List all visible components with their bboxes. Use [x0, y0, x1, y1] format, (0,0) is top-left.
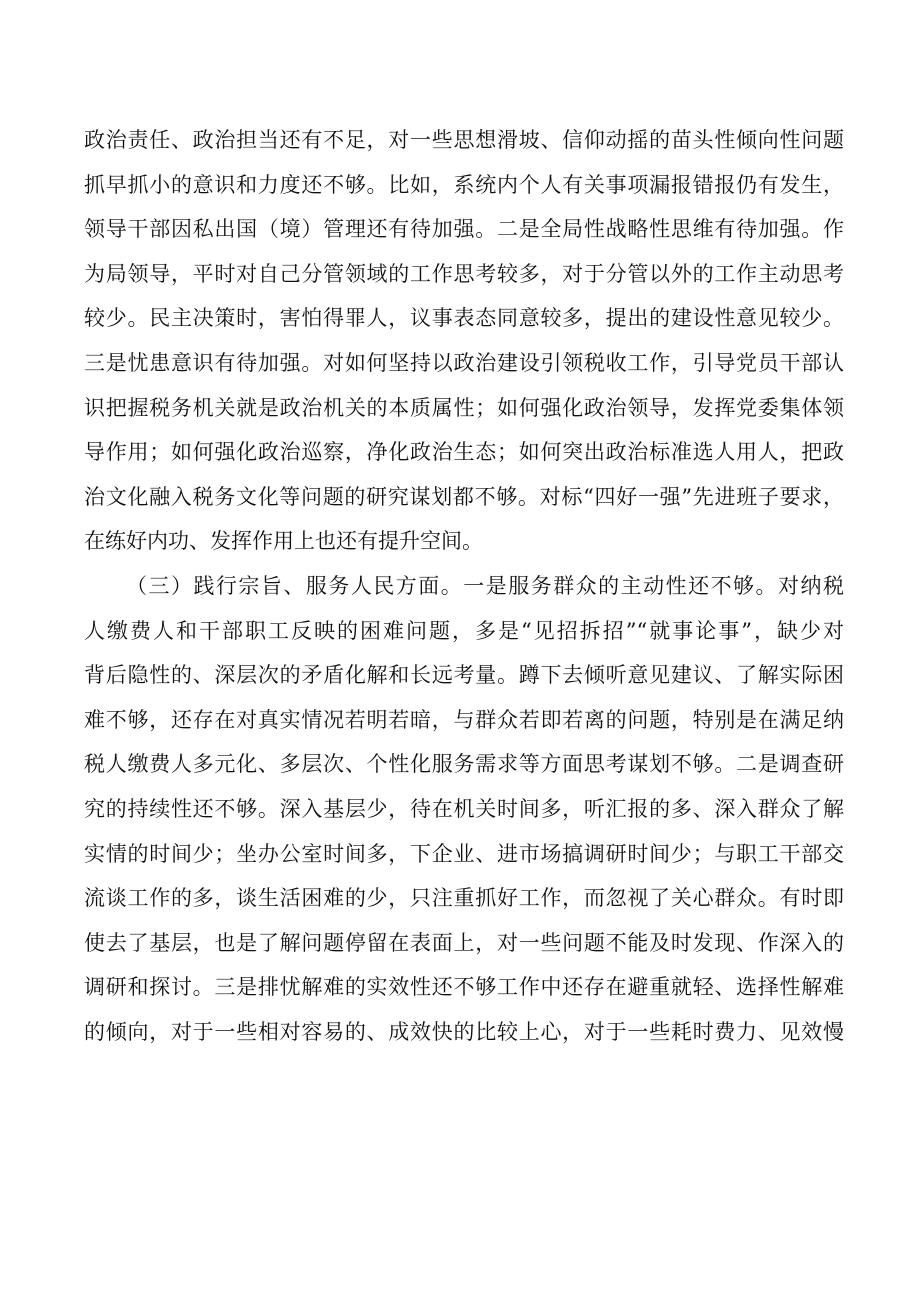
text-line: 治文化融入税务文化等问题的研究谋划都不够。对标“四好一强”先进班子要求， [84, 484, 844, 509]
text-line: 的倾向，对于一些相对容易的、成效快的比较上心，对于一些耗时费力、见效慢 [84, 1019, 844, 1044]
text-line: 实情的时间少；坐办公室时间多，下企业、进市场搞调研时间少；与职工干部交 [84, 841, 844, 866]
text-line: 政治责任、政治担当还有不足，对一些思想滑坡、信仰动摇的苗头性倾向性问题 [84, 128, 844, 152]
text-line: 人缴费人和干部职工反映的困难问题，多是“见招拆招”“就事论事”，缺少对 [84, 618, 844, 643]
text-line: 在练好内功、发挥作用上也还有提升空间。 [84, 529, 483, 554]
paragraph-1 [84, 118, 844, 564]
text-line: 为局领导，平时对自己分管领域的工作思考较多，对于分管以外的工作主动思考 [84, 261, 844, 286]
text-line: 导作用；如何强化政治巡察，净化政治生态；如何突出政治标准选人用人，把政 [84, 440, 844, 465]
text-line: 领导干部因私出国（境）管理还有待加强。二是全局性战略性思维有待加强。作 [84, 217, 844, 242]
text-line: 税人缴费人多元化、多层次、个性化服务需求等方面思考谋划不够。二是调查研 [84, 752, 844, 777]
text-line: 究的持续性还不够。深入基层少，待在机关时间多，听汇报的多、深入群众了解 [84, 796, 844, 821]
text-line: 较少。民主决策时，害怕得罪人，议事表态同意较多，提出的建设性意见较少。 [84, 306, 844, 331]
text-line: 背后隐性的、深层次的矛盾化解和长远考量。蹲下去倾听意见建议、了解实际困 [84, 663, 844, 688]
text-line: 流谈工作的多，谈生活困难的少，只注重抓好工作，而忽视了关心群众。有时即 [84, 886, 844, 911]
text-line: 调研和探讨。三是排忧解难的实效性还不够工作中还存在避重就轻、选择性解难 [84, 975, 844, 1000]
text-line: 三是忧患意识有待加强。对如何坚持以政治建设引领税收工作，引导党员干部认 [84, 350, 844, 375]
text-line: 难不够，还存在对真实情况若明若暗，与群众若即若离的问题，特别是在满足纳 [84, 707, 844, 732]
text-line: 识把握税务机关就是政治机关的本质属性；如何强化政治领导，发挥党委集体领 [84, 395, 844, 420]
paragraph-2 [84, 564, 844, 1055]
text-line: 抓早抓小的意识和力度还不够。比如，系统内个人有关事项漏报错报仍有发生， [84, 172, 844, 197]
text-line: （三）践行宗旨、服务人民方面。一是服务群众的主动性还不够。对纳税 [126, 573, 844, 598]
document-body [84, 118, 844, 1054]
text-line: 使去了基层，也是了解问题停留在表面上，对一些问题不能及时发现、作深入的 [84, 930, 844, 955]
